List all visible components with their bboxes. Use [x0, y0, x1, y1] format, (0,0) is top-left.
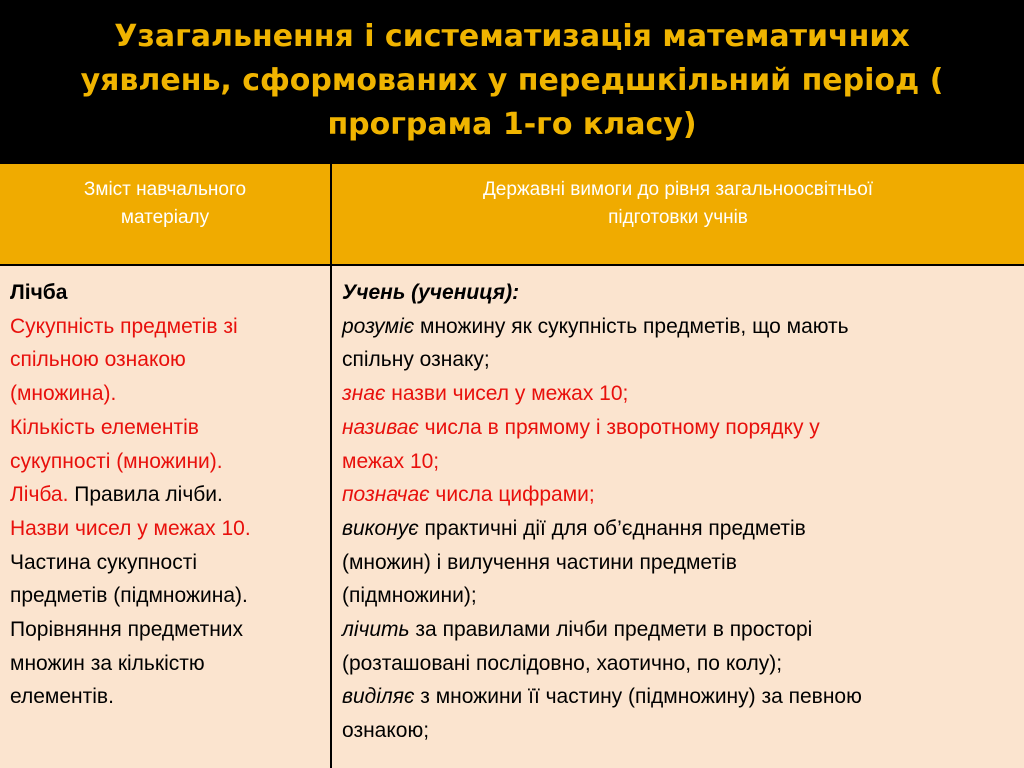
- header-text: Державні вимоги до рівня загальноосвітньої: [482, 179, 874, 200]
- req-text: множину як сукупність предметів, що мають: [414, 314, 849, 338]
- content-line: предметів (підмножина).: [10, 584, 248, 608]
- content-line: спільною ознакою: [10, 348, 186, 372]
- req-verb: знає: [342, 382, 386, 406]
- header-requirements: [332, 164, 1024, 264]
- title-line: програма 1-го класу): [327, 107, 697, 142]
- req-text: числа цифрами;: [429, 483, 595, 507]
- req-line: (підмножини);: [342, 584, 477, 608]
- header-text: підготовки учнів: [608, 207, 748, 228]
- req-text: назви чисел у межах 10;: [385, 382, 629, 406]
- topic-heading: Лічба: [10, 281, 68, 304]
- content-cell: [0, 266, 330, 768]
- req-text: за правилами лічби предмети в просторі: [409, 618, 813, 642]
- req-line: [342, 512, 1024, 546]
- content-line: елементів.: [10, 685, 114, 709]
- req-line: (розташовані послідовно, хаотично, по колу);: [342, 651, 783, 675]
- content-line: [10, 478, 330, 512]
- req-text: практичні дії для об’єднання предметів: [418, 516, 806, 540]
- content-line: Сукупність предметів зі: [10, 314, 238, 338]
- header-content: [0, 164, 330, 264]
- content-line: множин за кількістю: [10, 651, 205, 675]
- req-verb: розуміє: [342, 314, 415, 338]
- header-text: матеріалу: [120, 207, 210, 228]
- req-verb: називає: [342, 415, 419, 439]
- req-verb: виконує: [342, 516, 419, 540]
- requirements-cell: [332, 266, 1024, 768]
- content-line: Назви чисел у межах 10.: [10, 516, 251, 540]
- content-line: (множина).: [10, 382, 117, 406]
- req-line: межах 10;: [342, 449, 440, 473]
- req-line: [342, 680, 1024, 714]
- req-text: з множини її частину (підмножину) за певною: [414, 685, 862, 709]
- req-verb: позначає: [342, 483, 430, 507]
- req-text: числа в прямому і зворотному порядку у: [418, 415, 820, 439]
- req-line: [342, 310, 1024, 344]
- title-line: уявлень, сформованих у передшкільний період (: [80, 63, 944, 98]
- req-verb: лічить: [342, 618, 410, 642]
- req-line: [342, 613, 1024, 647]
- title-line: Узагальнення і систематизація математичних: [114, 19, 910, 54]
- curriculum-table: [0, 164, 1024, 768]
- slide-title: [0, 0, 1024, 162]
- student-heading: Учень (учениця):: [342, 281, 520, 304]
- content-line: Порівняння предметних: [10, 618, 244, 642]
- req-line: ознакою;: [342, 719, 430, 743]
- content-line: Частина сукупності: [10, 550, 197, 574]
- req-line: [342, 377, 1024, 411]
- req-line: [342, 411, 1024, 445]
- header-text: Зміст навчального: [83, 179, 247, 200]
- content-line: сукупності (множини).: [10, 449, 223, 473]
- content-line: Кількість елементів: [10, 415, 199, 439]
- content-highlight: Лічба.: [10, 483, 69, 507]
- req-line: [342, 478, 1024, 512]
- content-text: Правила лічби.: [68, 483, 223, 507]
- req-line: спільну ознаку;: [342, 348, 490, 372]
- req-line: (множин) і вилучення частини предметів: [342, 550, 737, 574]
- req-verb: виділяє: [342, 685, 415, 709]
